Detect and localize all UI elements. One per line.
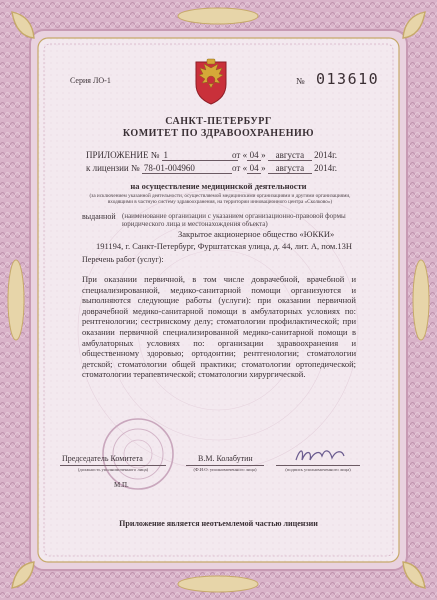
license-day: 04 xyxy=(247,163,261,174)
works-text: При оказании первичной, в том числе доврачебной, врачебной и специализированной, медико-санитарной помощи организуются и выполняются следующие работы (услуги): при оказании первичной доврачебной медико-санитарной помощи в амбулаторных условиях по: рентгенологии; сестринскому делу; стоматологии профилактической; при оказании первичной специализированной медико-санитарной помощи в амбулаторных условиях по: организации здравоохранения и общественному здоровью; ортодонтии; рентгенологии; стоматологии детской; стоматологии общей практики; стоматологии ортопедической; стоматологии терапевтической; стоматологии хирургической. xyxy=(82,274,356,380)
form-number: 013610 xyxy=(316,70,380,88)
appendix-label: ПРИЛОЖЕНИЕ № xyxy=(86,150,160,160)
name-caption: (Ф.И.О. уполномоченного лица) xyxy=(193,467,257,472)
position-caption: (должность уполномоченного лица) xyxy=(77,467,149,472)
issued-note: (наименование организации с указанием организационно-правовой формы юридического лица и местонахождения объекта) xyxy=(122,212,346,228)
appendix-line xyxy=(86,150,238,161)
works-label: Перечень работ (услуг): xyxy=(82,255,164,264)
appendix-year: 2014 xyxy=(314,150,333,160)
signer-position: Председатель Комитета xyxy=(62,454,143,463)
license-month: августа xyxy=(268,163,312,174)
issued-label: выданной xyxy=(82,212,116,221)
organization-name: Закрытое акционерное общество «ЮККИ» xyxy=(178,229,335,239)
license-line xyxy=(86,163,232,174)
stamp-place-label: М.П. xyxy=(114,481,129,489)
handwritten-signature xyxy=(292,444,348,466)
signature-caption: (подпись уполномоченного лица) xyxy=(285,467,351,472)
appendix-date: от « 04 » августа 2014г. xyxy=(232,150,338,160)
activity-title: на осуществление медицинской деятельности xyxy=(130,181,307,191)
license-year: 2014 xyxy=(314,163,333,173)
number-label: № xyxy=(296,76,305,86)
city-heading: САНКТ-ПЕТЕРБУРГ xyxy=(165,116,272,127)
appendix-month: августа xyxy=(268,150,312,161)
appendix-number: 1 xyxy=(162,150,238,161)
committee-heading: КОМИТЕТ ПО ЗДРАВООХРАНЕНИЮ xyxy=(122,128,315,139)
signer-name: В.М. Колабутин xyxy=(198,454,253,463)
series-label: Серия ЛО-1 xyxy=(70,76,111,85)
footer-note: Приложение является неотъемлемой частью лицензии xyxy=(119,519,318,528)
license-number: 78-01-004960 xyxy=(142,163,232,174)
organization-address: 191194, г. Санкт-Петербург, Фурштатская улица, д. 44, лит. А, пом.13Н xyxy=(96,241,353,251)
activity-note: (за исключением указанной деятельности, осуществляемой медицинскими организациями и другими организациями, входящими в частную систему здравоохранения, на территории инновационного центра «Сколково») xyxy=(89,193,351,206)
license-label: к лицензии № xyxy=(86,163,140,173)
license-date: от « 04 » августа 2014г. xyxy=(232,163,338,173)
appendix-day: 04 xyxy=(247,150,261,161)
coat-of-arms-emblem xyxy=(190,56,232,106)
